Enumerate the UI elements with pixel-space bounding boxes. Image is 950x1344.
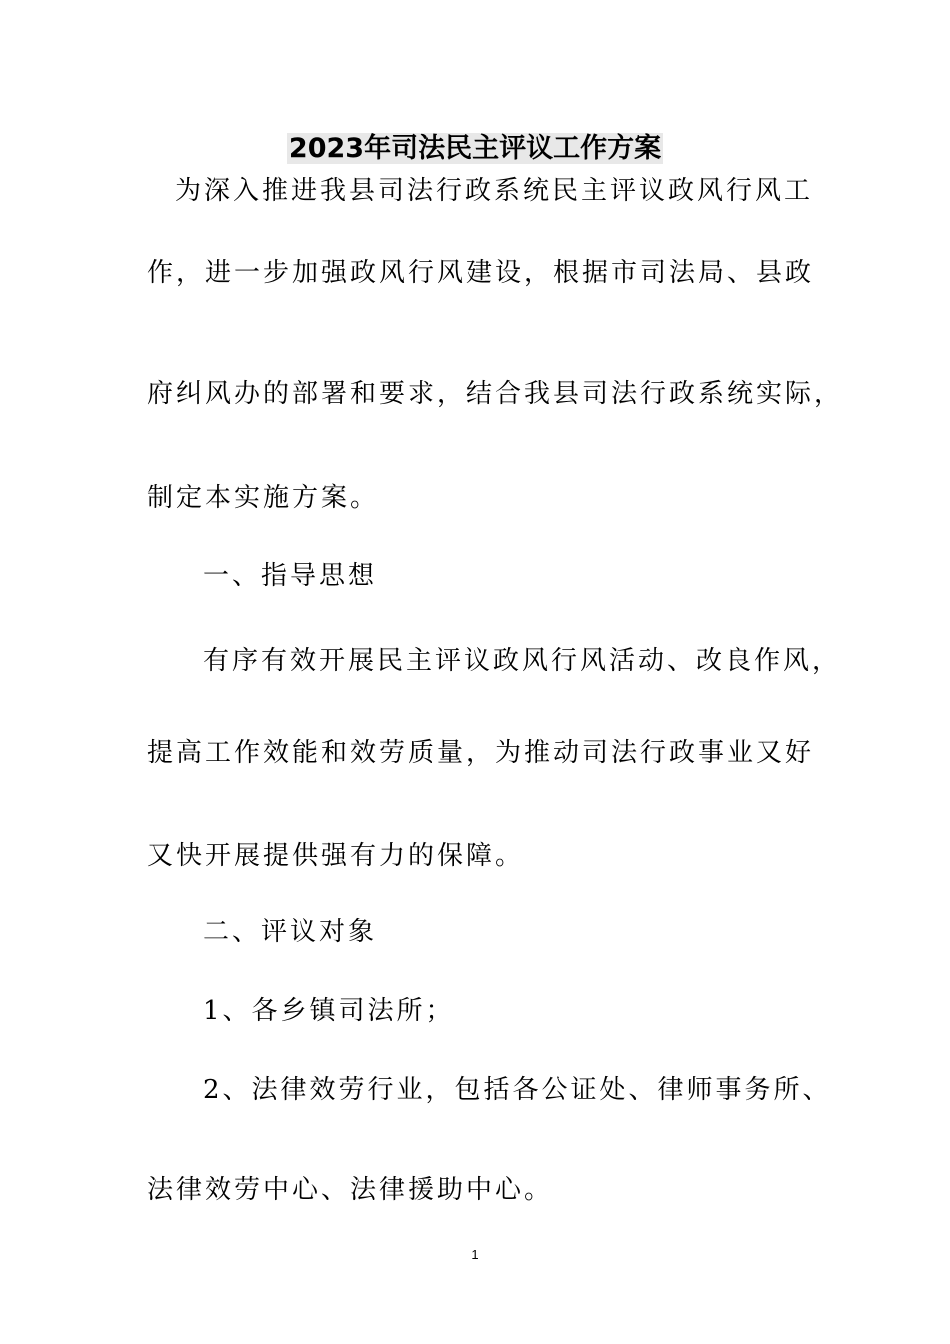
- paragraph-line: 为深入推进我县司法行政系统民主评议政风行风工: [175, 176, 814, 206]
- section-heading: 二、评议对象: [203, 917, 378, 947]
- paragraph-line: 作，进一步加强政风行风建设，根据市司法局、县政: [147, 258, 815, 288]
- paragraph-line: 又快开展提供强有力的保障。: [147, 841, 525, 871]
- list-item: 2、法律效劳行业，包括各公证处、律师事务所、: [203, 1075, 832, 1105]
- paragraph-line: 提高工作效能和效劳质量，为推动司法行政事业又好: [147, 738, 815, 768]
- document-title-text: 2023年司法民主评议工作方案: [288, 133, 662, 164]
- page-number: 1: [471, 1247, 479, 1262]
- paragraph-line: 府纠风办的部署和要求，结合我县司法行政系统实际，: [147, 379, 844, 409]
- paragraph-line: 法律效劳中心、法律援助中心。: [147, 1175, 554, 1205]
- document-title: [0, 127, 950, 171]
- section-heading: 一、指导思想: [203, 561, 378, 591]
- list-item: 1、各乡镇司法所；: [203, 996, 455, 1026]
- paragraph-line: 有序有效开展民主评议政风行风活动、改良作风，: [203, 646, 842, 676]
- paragraph-line: 制定本实施方案。: [147, 483, 380, 513]
